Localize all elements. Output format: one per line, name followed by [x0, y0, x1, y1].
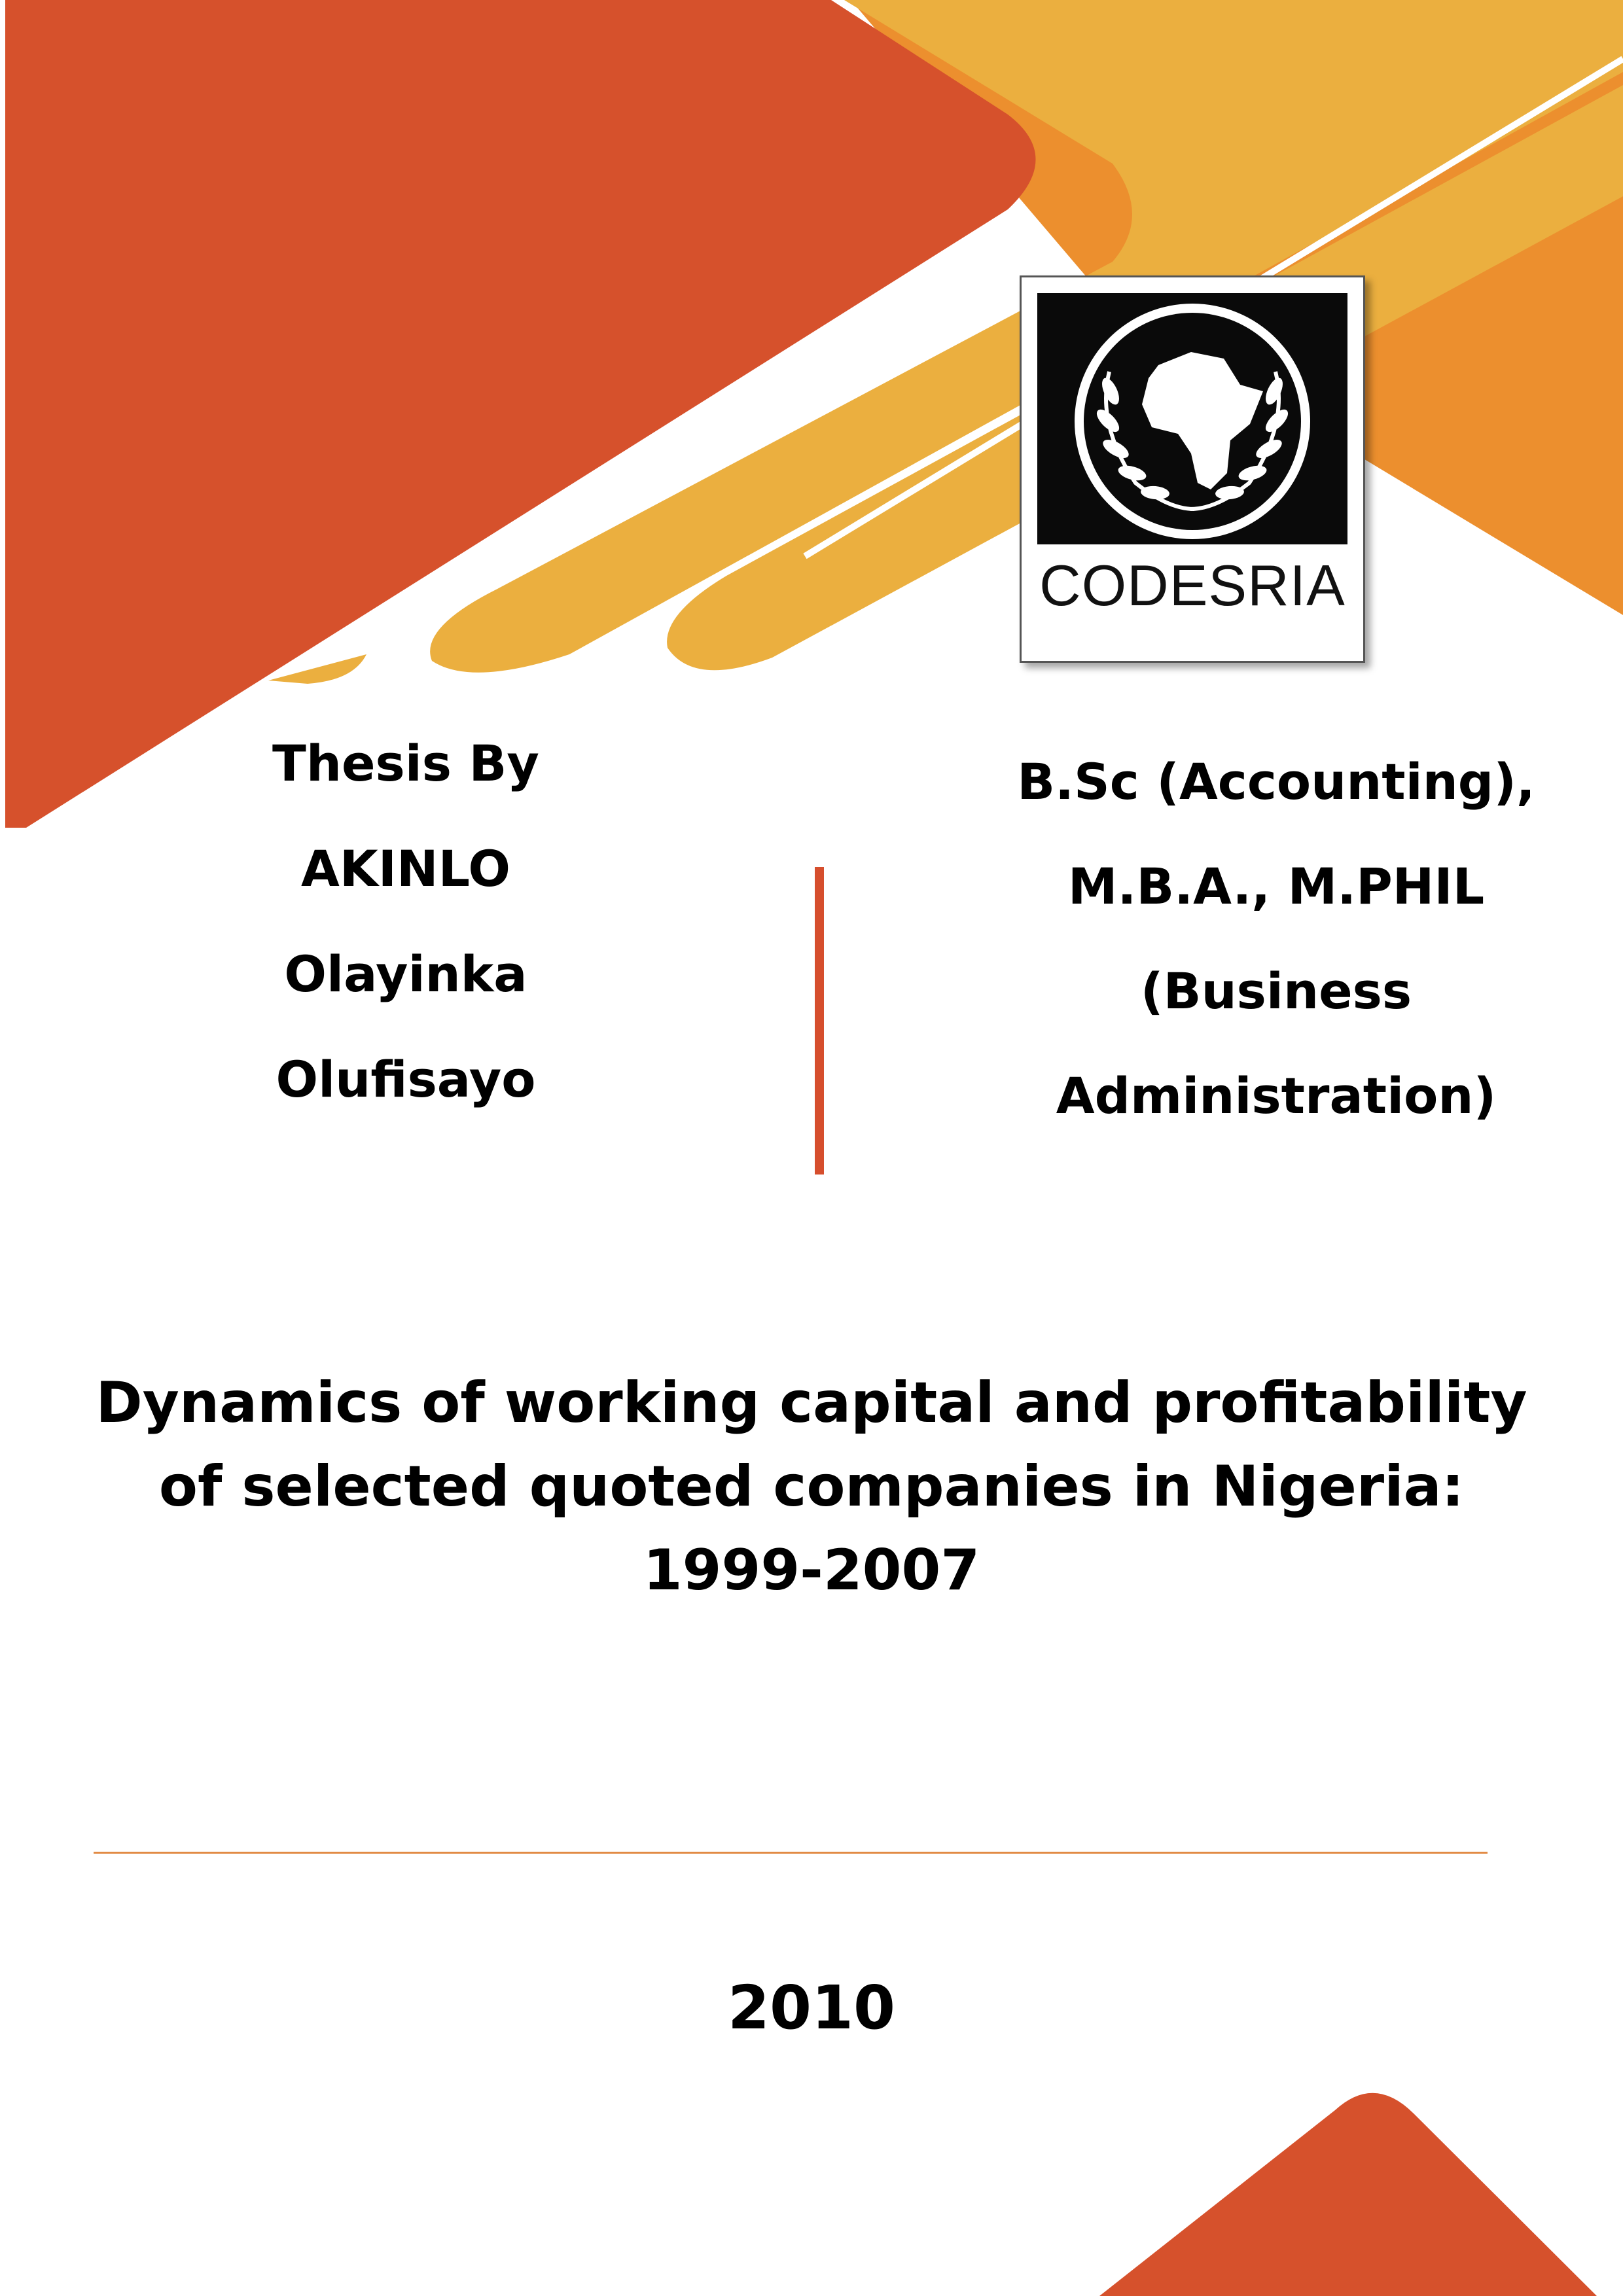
degrees-block [942, 743, 1610, 1161]
africa-laurel-icon [1037, 293, 1347, 544]
codesria-logo [1020, 275, 1365, 663]
author-first-name: Olayinka [284, 945, 527, 1003]
horizontal-rule [94, 1852, 1488, 1854]
publication-year: 2010 [727, 1973, 896, 2043]
logo-wordmark: CODESRIA [1039, 553, 1346, 618]
thesis-title [39, 1361, 1584, 1612]
bottom-triangle [1099, 2093, 1597, 2296]
title-line: 1999-2007 [643, 1538, 980, 1603]
degree-line: (Business [1140, 962, 1412, 1020]
thesis-by-label: Thesis By [272, 734, 539, 792]
author-surname: AKINLO [301, 839, 510, 898]
author-middle-name: Olufisayo [276, 1050, 536, 1108]
logo-emblem [1037, 293, 1347, 544]
degree-line: Administration) [1056, 1067, 1497, 1125]
degree-line: M.B.A., M.PHIL [1067, 857, 1485, 915]
author-block [196, 730, 615, 1151]
degree-line: B.Sc (Accounting), [1017, 752, 1535, 811]
title-line: of selected quoted companies in Nigeria: [158, 1454, 1465, 1519]
title-line: Dynamics of working capital and profitability [96, 1370, 1527, 1436]
column-divider [815, 867, 824, 1174]
